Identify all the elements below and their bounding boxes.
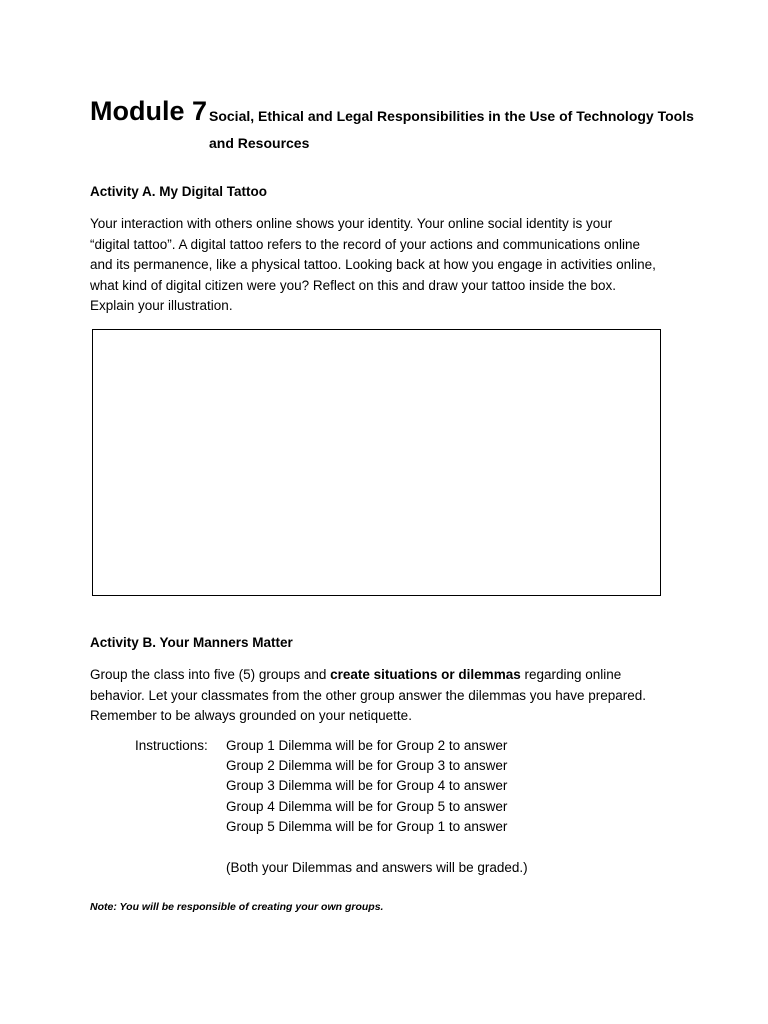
- activity-a-line: what kind of digital citizen were you? Reflect on this and draw your tattoo inside the box.: [90, 277, 617, 293]
- activity-a-heading: Activity A. My Digital Tattoo: [90, 184, 268, 199]
- activity-a-description: [90, 214, 680, 317]
- activity-b-description: [90, 665, 680, 727]
- instruction-item: Group 1 Dilemma will be for Group 2 to answer: [226, 738, 508, 753]
- activity-b-heading: Activity B. Your Manners Matter: [90, 635, 293, 650]
- module-number: Module 7: [90, 96, 208, 126]
- activity-a-line: Explain your illustration.: [90, 298, 233, 313]
- activity-b-line: Remember to be always grounded on your netiquette.: [90, 708, 412, 723]
- instruction-item: Group 2 Dilemma will be for Group 3 to answer: [226, 758, 508, 774]
- instruction-item: Group 4 Dilemma will be for Group 5 to answer: [226, 798, 508, 814]
- grading-note: (Both your Dilemmas and answers will be graded.): [226, 860, 528, 875]
- tattoo-drawing-box[interactable]: [92, 329, 661, 596]
- instructions-list: [226, 736, 507, 837]
- module-title: Social, Ethical and Legal Responsibilities in the Use of Technology Tools and Resources: [209, 108, 694, 151]
- activity-a-line: and its permanence, like a physical tattoo. Looking back at how you engage in activities online,: [90, 257, 656, 272]
- activity-b-line: [90, 665, 680, 686]
- activity-b-line: behavior. Let your classmates from the other group answer the dilemmas you have prepared.: [90, 687, 647, 703]
- activity-a-line: Your interaction with others online shows your identity. Your online social identity is your: [90, 216, 613, 231]
- activity-b-text: regarding online: [520, 667, 622, 682]
- groups-note: Note: You will be responsible of creating your own groups.: [90, 901, 384, 913]
- instructions-label: Instructions:: [135, 738, 208, 753]
- activity-b-text: Group the class into five (5) groups and: [90, 667, 331, 682]
- activity-a-line: “digital tattoo”. A digital tattoo refers to the record of your actions and communications online: [90, 236, 641, 252]
- instruction-item: Group 5 Dilemma will be for Group 1 to answer: [226, 818, 508, 834]
- activity-b-emphasis: create situations or dilemmas: [330, 667, 521, 682]
- instruction-item: Group 3 Dilemma will be for Group 4 to answer: [226, 778, 508, 794]
